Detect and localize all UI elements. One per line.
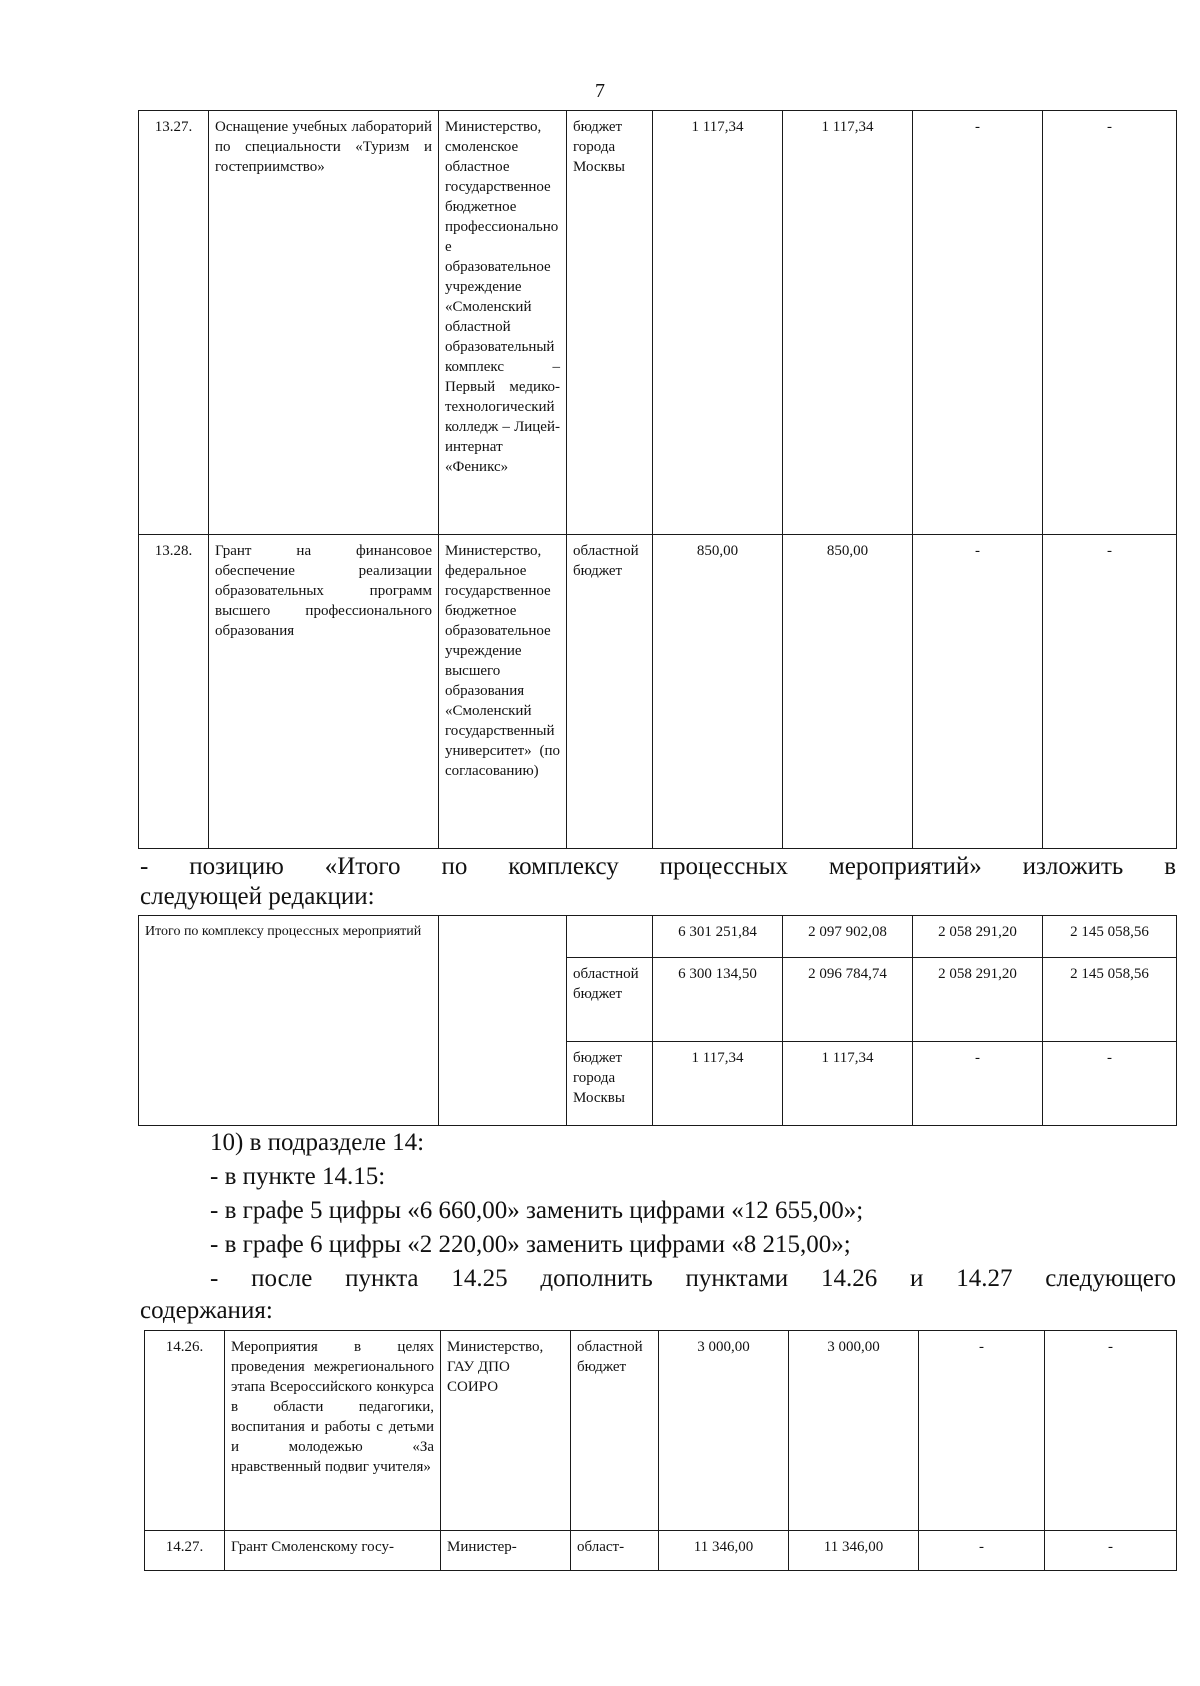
- item-number: 14.27.: [145, 1531, 225, 1571]
- total-sum: 1 117,34: [653, 1042, 783, 1126]
- instruction-total-line2: следующей редакции:: [140, 883, 375, 910]
- total-year1: 2 096 784,74: [783, 958, 913, 1042]
- item-executor: Министер-: [441, 1531, 571, 1571]
- table-total: [138, 915, 1177, 1126]
- item-year3: -: [1043, 535, 1177, 849]
- instruction-column5: - в графе 5 цифры «6 660,00» заменить цифрами «12 655,00»;: [210, 1197, 864, 1224]
- table-row: [145, 1331, 1177, 1531]
- item-name: Оснащение учебных лабораторий по специальности «Туризм и гостеприимство»: [209, 111, 439, 535]
- item-year1: 11 346,00: [789, 1531, 919, 1571]
- item-year1: 850,00: [783, 535, 913, 849]
- item-number: 13.28.: [139, 535, 209, 849]
- total-year2: 2 058 291,20: [913, 916, 1043, 958]
- item-executor: Министерство, федеральное государственное бюджетное образовательное учреждение высшего образования «Смоленский государственный университет» (по согласованию): [439, 535, 567, 849]
- total-year2: 2 058 291,20: [913, 958, 1043, 1042]
- total-label: Итого по комплексу процессных мероприятий: [139, 916, 439, 1126]
- total-year2: -: [913, 1042, 1043, 1126]
- item-number: 14.26.: [145, 1331, 225, 1531]
- item-year2: -: [913, 535, 1043, 849]
- item-name: Грант Смоленскому госу-: [225, 1531, 441, 1571]
- total-executor-empty: [439, 916, 567, 1126]
- item-year3: -: [1045, 1331, 1177, 1531]
- total-funding-source: [567, 916, 653, 958]
- total-funding-source: областной бюджет: [567, 958, 653, 1042]
- table-row: [139, 535, 1177, 849]
- item-funding-source: областной бюджет: [567, 535, 653, 849]
- total-sum: 6 300 134,50: [653, 958, 783, 1042]
- total-year1: 1 117,34: [783, 1042, 913, 1126]
- item-year3: -: [1043, 111, 1177, 535]
- total-year3: 2 145 058,56: [1043, 916, 1177, 958]
- total-sum: 6 301 251,84: [653, 916, 783, 958]
- total-year3: 2 145 058,56: [1043, 958, 1177, 1042]
- table-row: [139, 916, 1177, 958]
- total-year3: -: [1043, 1042, 1177, 1126]
- instruction-add-points-cont: содержания:: [140, 1297, 273, 1324]
- item-total: 11 346,00: [659, 1531, 789, 1571]
- item-year2: -: [919, 1331, 1045, 1531]
- total-year1: 2 097 902,08: [783, 916, 913, 958]
- total-funding-source: бюджет города Москвы: [567, 1042, 653, 1126]
- item-funding-source: областной бюджет: [571, 1331, 659, 1531]
- table-items-14: [144, 1330, 1177, 1571]
- item-number: 13.27.: [139, 111, 209, 535]
- instruction-sub14: 10) в подразделе 14:: [210, 1129, 425, 1156]
- item-name: Мероприятия в целях проведения межрегионального этапа Всероссийского конкурса в области педагогики, воспитания и работы с детьми и молодежью «За нравственный подвиг учителя»: [225, 1331, 441, 1531]
- item-year1: 3 000,00: [789, 1331, 919, 1531]
- item-year2: -: [913, 111, 1043, 535]
- item-year2: -: [919, 1531, 1045, 1571]
- item-executor: Министерство, ГАУ ДПО СОИРО: [441, 1331, 571, 1531]
- item-year3: -: [1045, 1531, 1177, 1571]
- instruction-add-points: - после пункта 14.25 дополнить пунктами 14.26 и 14.27 следующего: [210, 1265, 1176, 1292]
- item-funding-source: бюджет города Москвы: [567, 111, 653, 535]
- item-year1: 1 117,34: [783, 111, 913, 535]
- item-funding-source: област-: [571, 1531, 659, 1571]
- instruction-point-1415: - в пункте 14.15:: [210, 1163, 386, 1190]
- item-name: Грант на финансовое обеспечение реализации образовательных программ высшего профессионального образования: [209, 535, 439, 849]
- instruction-total-line1: - позицию «Итого по комплексу процессных мероприятий» изложить в: [140, 853, 1176, 880]
- item-total: 1 117,34: [653, 111, 783, 535]
- table-items-13: [138, 110, 1177, 849]
- page-number: 7: [595, 80, 605, 102]
- table-row: [145, 1531, 1177, 1571]
- item-total: 3 000,00: [659, 1331, 789, 1531]
- item-executor: Министерство, смоленское областное государственное бюджетное профессиональное образовательное учреждение «Смоленский областной образовательный комплекс – Первый медико-технологический колледж – Лицей-интернат «Феникс»: [439, 111, 567, 535]
- instruction-column6: - в графе 6 цифры «2 220,00» заменить цифрами «8 215,00»;: [210, 1231, 851, 1258]
- table-row: [139, 111, 1177, 535]
- item-total: 850,00: [653, 535, 783, 849]
